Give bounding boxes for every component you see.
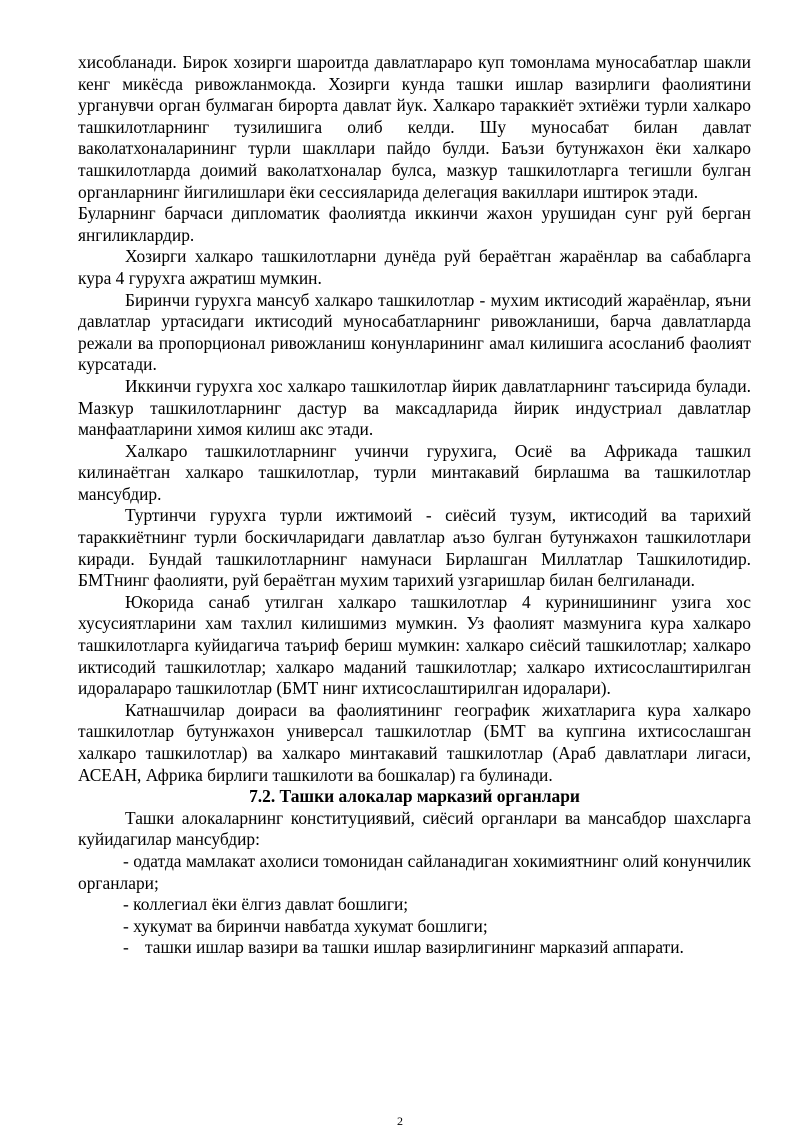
section-intro: Ташки алокаларнинг конституциявий, сиёсий органлари ва мансабдор шахсларга куйидагилар мансубдир: — [78, 807, 751, 850]
paragraph-geographic: Катнашчилар доираси ва фаолиятининг географик жихатларига кура халкаро ташкилотлар бутунжахон универсал ташкилотлар (БМТ ва купгина ихтисослашган халкаро ташкилотлар) ва халкаро минтакавий ташкилотлар (Араб давлатлари лигаси, АСЕАН, Африка бирлиги ташкилоти ва бошкалар) га булинади. — [78, 699, 751, 785]
list-item — [78, 937, 751, 959]
list-item: - коллегиал ёки ёлгиз давлат бошлиги; — [123, 894, 409, 915]
paragraph-group-one: Биринчи гурухга мансуб халкаро ташкилотлар - мухим иктисодий жараёнлар, яъни давлатлар уртасидаги иктисодий муносабатларнинг ривожланиши, барча давлатларда режали ва пропорционал ривожланиш конунларининг амал килишига асосланиб фаолият курсатади. — [78, 289, 751, 375]
section-heading: 7.2. Ташки алокалар марказий органлари — [249, 786, 580, 807]
document-page — [78, 52, 751, 959]
paragraph-group-three: Халкаро ташкилотларнинг учинчи гурухига, Осиё ва Африкада ташкил килинаётган халкаро ташкилотлар, турли минтакавий бирлашма ва ташкилотлар мансубдир. — [78, 440, 751, 504]
paragraph-four-groups: Хозирги халкаро ташкилотларни дунёда руй бераётган жараёнлар ва сабабларга кура 4 гурухга ажратиш мумкин. — [78, 246, 751, 288]
page-number: 2 — [397, 1114, 403, 1128]
list-item: - хукумат ва биринчи навбатда хукумат бошлиги; — [123, 915, 488, 936]
paragraph-group-four: Туртинчи гурухга турли ижтимоий - сиёсий тузум, иктисодий ва тарихий тараккиётнинг турли боскичларидаги давлатлар аъзо булган бутунжахон ташкилотлари киради. Бундай ташкилотларнинг намунаси Бирлашган Миллатлар Ташкилотидир. БМТнинг фаолияти, руй бераётган мухим тарихий узгаришлар билан белгиланади. — [78, 505, 751, 591]
list-dash: - — [123, 937, 129, 958]
paragraph-group-two: Иккинчи гурухга хос халкаро ташкилотлар йирик давлатларнинг таъсирида булади. Мазкур ташкилотларнинг дастур ва максадларида йирик индустриал давлатлар манфаатларини химоя килиш акс этади. — [78, 375, 751, 440]
list-item: - одатда мамлакат ахолиси томонидан сайланадиган хокимиятнинг олий конунчилик органлари; — [78, 850, 751, 893]
list-item-text: ташки ишлар вазири ва ташки ишлар вазирлигининг марказий аппарати. — [145, 937, 684, 958]
paragraph-novelties: Буларнинг барчаси дипломатик фаолиятда иккинчи жахон урушидан сунг руй берган янгиликлардир. — [78, 203, 751, 245]
paragraph-continuation: хисобланади. Бирок хозирги шароитда давлатлараро куп томонлама муносабатлар шакли кенг микёсда ривожланмокда. Хозирги кунда ташки ишлар вазирлиги фаолиятини урганувчи орган булмаган бирорта давлат йук. Халкаро тараккиёт эхтиёжи турли халкаро ташкилотларнинг тузилишига олиб келди. Шу муносабат билан давлат ваколатхоналарининг турли шакллари пайдо булди. Баъзи бутунжахон ёки халкаро ташкилотларда доимий ваколатхоналар булса, мазкур ташкилотларга тегишли булган органларнинг йигилишлари ёки сессияларида делегация вакиллари иштирок этади. — [78, 52, 751, 202]
paragraph-classification: Юкорида санаб утилган халкаро ташкилотлар 4 куринишининг узига хос хусусиятларини хам тахлил килишимиз мумкин. Уз фаолият мазмунига кура халкаро ташкилотларга куйидагича таъриф бериш мумкин: халкаро сиёсий ташкилотлар; халкаро иктисодий ташкилотлар; халкаро маданий ташкилотлар; халкаро ихтисослаштирилган идоралараро ташкилотлар (БМТ нинг ихтисослаштирилган идоралари). — [78, 591, 751, 699]
